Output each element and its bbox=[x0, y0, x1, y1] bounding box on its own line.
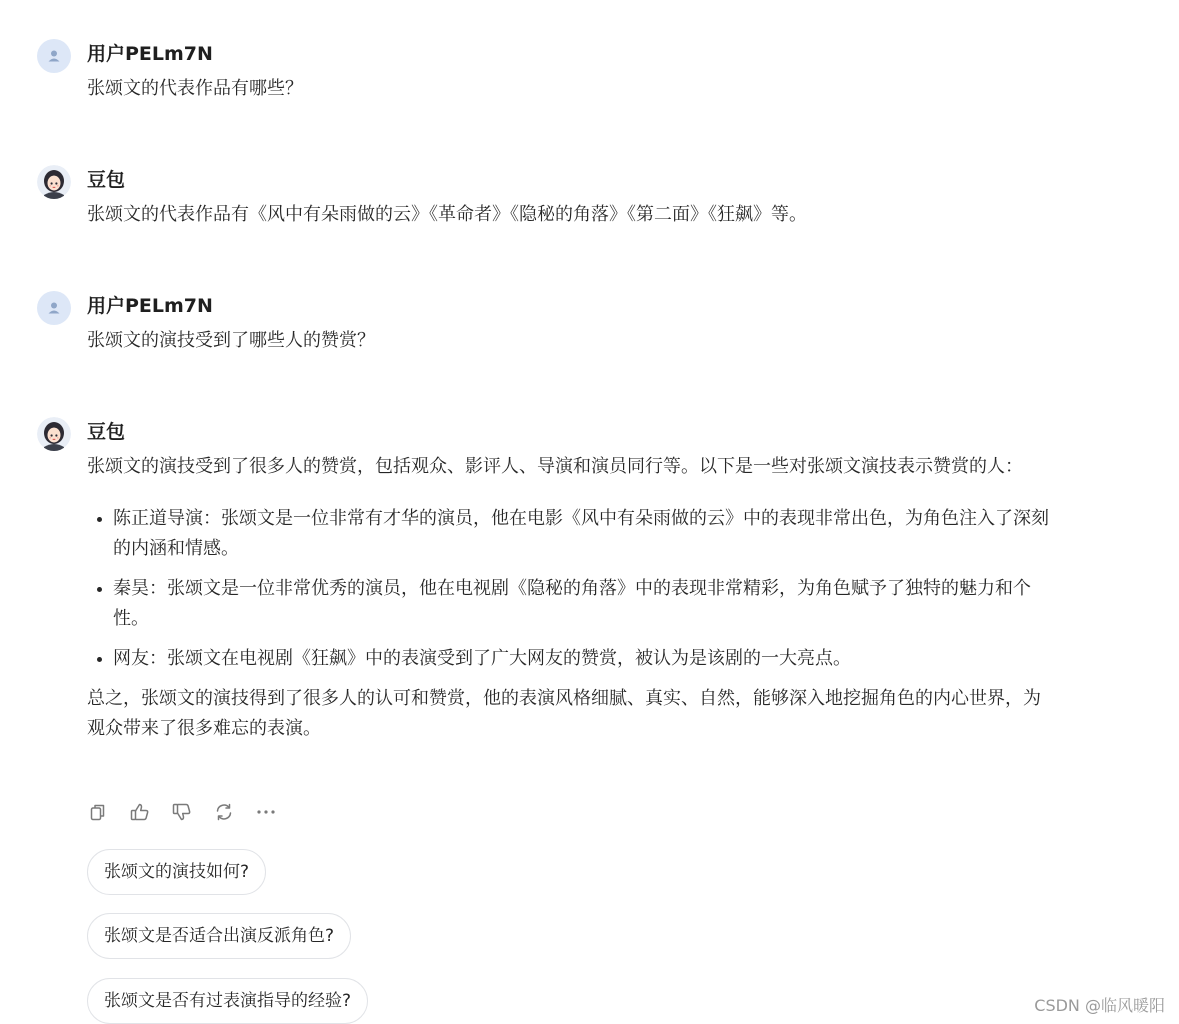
person-icon bbox=[37, 291, 71, 325]
answer-summary: 总之，张颂文的演技得到了很多人的认可和赞赏，他的表演风格细腻、真实、自然，能够深入地挖掘角色的内心世界，为观众带来了很多难忘的表演。 bbox=[87, 688, 1041, 739]
refresh-icon bbox=[213, 801, 235, 823]
suggestion-chip[interactable]: 张颂文是否有过表演指导的经验? bbox=[87, 978, 368, 1024]
answer-list bbox=[87, 504, 1057, 674]
copy-icon bbox=[88, 802, 108, 822]
message-text: 张颂文的演技受到了哪些人的赞赏？ bbox=[87, 330, 375, 351]
sender-name: 豆包 bbox=[87, 169, 126, 191]
more-icon bbox=[255, 801, 277, 823]
list-item: • 秦昊：张颂文是一位非常优秀的演员，他在电视剧《隐秘的角落》中的表现非常精彩，为角色赋予了独特的魅力和个性。 bbox=[113, 574, 1057, 634]
message-assistant-1 bbox=[37, 165, 1067, 235]
thumbs-down-icon bbox=[171, 801, 193, 823]
sender-name: 用户PELm7N bbox=[87, 43, 213, 65]
user-avatar bbox=[37, 291, 71, 325]
assistant-avatar bbox=[37, 417, 71, 451]
dislike-button[interactable] bbox=[171, 800, 193, 824]
more-button[interactable] bbox=[255, 800, 277, 824]
assistant-avatar bbox=[37, 165, 71, 199]
message-text bbox=[87, 452, 1057, 744]
message-user-2 bbox=[37, 291, 1067, 361]
copy-button[interactable] bbox=[87, 800, 109, 824]
suggestion-chip[interactable]: 张颂文是否适合出演反派角色? bbox=[87, 913, 351, 959]
list-item: • 网友：张颂文在电视剧《狂飙》中的表演受到了广大网友的赞赏，被认为是该剧的一大亮点。 bbox=[113, 644, 1057, 674]
sender-name: 用户PELm7N bbox=[87, 295, 213, 317]
person-icon bbox=[37, 39, 71, 73]
sender-name: 豆包 bbox=[87, 421, 126, 443]
list-item: • 陈正道导演：张颂文是一位非常有才华的演员，他在电影《风中有朵雨做的云》中的表现非常出色，为角色注入了深刻的内涵和情感。 bbox=[113, 504, 1057, 564]
message-assistant-2 bbox=[37, 417, 1067, 797]
thumbs-up-icon bbox=[129, 801, 151, 823]
user-avatar bbox=[37, 39, 71, 73]
doubao-avatar-icon bbox=[37, 165, 71, 199]
doubao-avatar-icon bbox=[37, 417, 71, 451]
regenerate-button[interactable] bbox=[213, 800, 235, 824]
message-text: 张颂文的代表作品有哪些？ bbox=[87, 78, 303, 99]
suggestion-chip[interactable]: 张颂文的演技如何? bbox=[87, 849, 266, 895]
answer-intro: 张颂文的演技受到了很多人的赞赏，包括观众、影评人、导演和演员同行等。以下是一些对张颂文演技表示赞赏的人： bbox=[87, 456, 1023, 477]
message-user-1 bbox=[37, 39, 1067, 109]
message-actions bbox=[87, 798, 277, 826]
watermark: CSDN @临风暖阳 bbox=[1034, 996, 1165, 1015]
like-button[interactable] bbox=[129, 800, 151, 824]
message-text: 张颂文的代表作品有《风中有朵雨做的云》《革命者》《隐秘的角落》《第二面》《狂飙》等。 bbox=[87, 204, 807, 225]
